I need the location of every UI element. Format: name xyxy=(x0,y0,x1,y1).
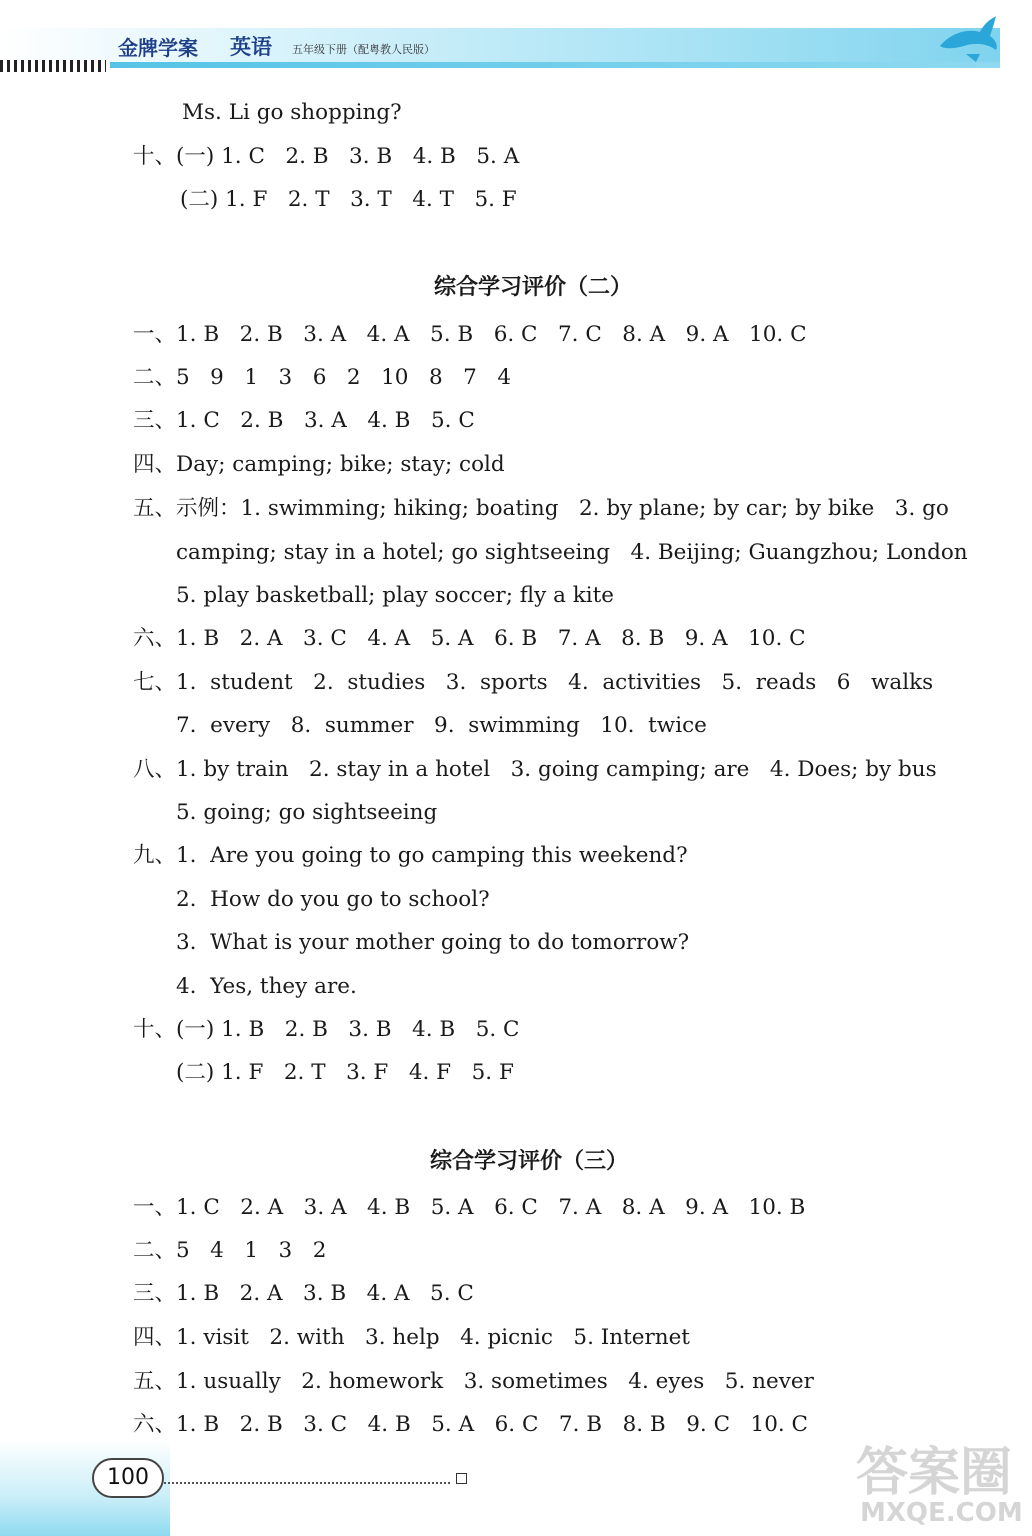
answer-line: 六、1. B 2. B 3. C 4. B 5. A 6. C 7. B 8. B 9. C 10. C xyxy=(133,1412,809,1437)
answer-line: 四、Day; camping; bike; stay; cold xyxy=(133,452,505,477)
answer-line: 4. Yes, they are. xyxy=(176,974,357,999)
header-rule xyxy=(110,62,1000,68)
answer-line: 二、5 4 1 3 2 xyxy=(133,1238,327,1263)
answer-line: 五、示例：1. swimming; hiking; boating 2. by plane; by car; by bike 3. go xyxy=(133,496,949,521)
answer-line: 3. What is your mother going to do tomorrow? xyxy=(176,930,690,955)
answer-line: 七、1. student 2. studies 3. sports 4. activities 5. reads 6 walks xyxy=(133,670,934,695)
grade-label: 五年级下册（配粤教人民版） xyxy=(292,43,435,56)
answer-line: 三、1. B 2. A 3. B 4. A 5. C xyxy=(133,1281,474,1306)
subject-title: 英语 xyxy=(230,35,272,59)
answer-line: 十、(一) 1. B 2. B 3. B 4. B 5. C xyxy=(133,1017,520,1042)
watermark-text: 答案圈 xyxy=(856,1443,1013,1503)
answer-line: 二、5 9 1 3 6 2 10 8 7 4 xyxy=(133,365,511,390)
dolphin-logo-icon xyxy=(936,10,1000,66)
answer-line: camping; stay in a hotel; go sightseeing 4. Beijing; Guangzhou; London xyxy=(176,540,968,565)
answer-line: 一、1. B 2. B 3. A 4. A 5. B 6. C 7. C 8. A 9. A 10. C xyxy=(133,322,807,347)
answer-line: 5. play basketball; play soccer; fly a kite xyxy=(176,583,615,608)
section-title: 综合学习评价（二） xyxy=(434,275,633,300)
watermark xyxy=(856,1420,1026,1530)
series-brand: 金牌学案 xyxy=(118,36,198,60)
answer-line: 九、1. Are you going to go camping this weekend? xyxy=(133,843,688,868)
answer-line: 一、1. C 2. A 3. A 4. B 5. A 6. C 7. A 8. A 9. A 10. B xyxy=(133,1195,806,1220)
page-header xyxy=(0,0,1032,80)
answer-line: 7. every 8. summer 9. swimming 10. twice xyxy=(176,713,707,738)
answer-line: 2. How do you go to school? xyxy=(176,887,490,912)
barcode-decoration xyxy=(0,60,106,72)
answer-line: 5. going; go sightseeing xyxy=(176,800,438,825)
answer-line: 六、1. B 2. A 3. C 4. A 5. A 6. B 7. A 8. B 9. A 10. C xyxy=(133,626,806,651)
watermark-url: MXQE.COM xyxy=(860,1498,1023,1528)
answer-line: 三、1. C 2. B 3. A 4. B 5. C xyxy=(133,408,475,433)
answer-line: (二) 1. F 2. T 3. F 4. F 5. F xyxy=(176,1060,514,1085)
dotted-leader xyxy=(164,1480,450,1484)
section-title: 综合学习评价（三） xyxy=(430,1149,629,1174)
answer-line: 十、(一) 1. C 2. B 3. B 4. B 5. A xyxy=(133,144,520,169)
answer-line: (二) 1. F 2. T 3. T 4. T 5. F xyxy=(180,187,517,212)
answer-line: 四、1. visit 2. with 3. help 4. picnic 5. Internet xyxy=(133,1325,690,1350)
answer-line: 八、1. by train 2. stay in a hotel 3. going camping; are 4. Does; by bus xyxy=(133,757,937,782)
square-marker-icon xyxy=(456,1473,467,1484)
answer-line: Ms. Li go shopping? xyxy=(182,100,402,125)
page-number: 100 xyxy=(92,1458,164,1498)
answer-line: 五、1. usually 2. homework 3. sometimes 4. eyes 5. never xyxy=(133,1369,814,1394)
